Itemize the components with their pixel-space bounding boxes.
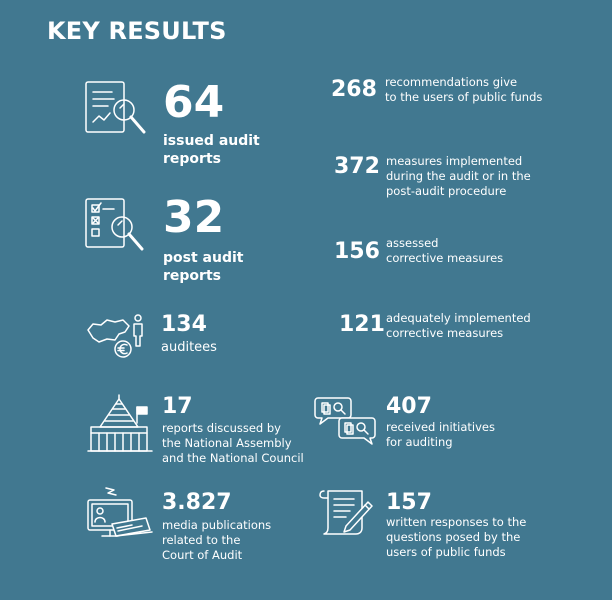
stat-value-assessed-corrective-measures: 156 — [334, 239, 380, 264]
stat-label-written-responses: written responses to the questions posed by the users of public funds — [386, 515, 527, 559]
media-publication-icon — [84, 486, 156, 544]
stat-value-post-audit-reports: 32 — [163, 192, 225, 243]
stat-label-post-audit-reports: post audit reports — [163, 250, 244, 284]
stat-label-adequately-implemented: adequately implemented corrective measures — [386, 311, 531, 340]
stat-value-reports-discussed: 17 — [162, 394, 193, 419]
parliament-building-icon — [86, 393, 158, 455]
stat-label-reports-discussed: reports discussed by the National Assembly and the National Council — [162, 421, 304, 465]
stat-label-assessed-corrective-measures: assessed corrective measures — [386, 236, 504, 265]
map-person-euro-icon — [85, 312, 151, 360]
document-magnifier-icon — [84, 80, 150, 138]
stat-label-received-initiatives: received initiatives for auditing — [386, 420, 495, 449]
stat-value-auditees: 134 — [161, 312, 207, 337]
stat-value-written-responses: 157 — [386, 490, 432, 515]
stat-label-auditees: auditees — [161, 340, 217, 355]
letter-pen-icon — [318, 488, 378, 538]
stat-value-received-initiatives: 407 — [386, 394, 432, 419]
stat-value-adequately-implemented: 121 — [339, 312, 385, 337]
stat-label-recommendations: recommendations give to the users of public funds — [385, 75, 543, 104]
stat-label-measures-implemented: measures implemented during the audit or in the post-audit procedure — [386, 154, 531, 198]
stat-value-issued-audit-reports: 64 — [163, 77, 225, 128]
stat-value-recommendations: 268 — [331, 77, 377, 102]
stat-label-media-publications: media publications related to the Court of Audit — [162, 518, 272, 562]
checklist-magnifier-icon — [84, 197, 150, 255]
stat-label-issued-audit-reports: issued audit reports — [163, 133, 260, 167]
stat-value-media-publications: 3.827 — [162, 490, 232, 515]
stat-value-measures-implemented: 372 — [334, 154, 380, 179]
speech-bubbles-icon — [314, 394, 380, 446]
page-title: KEY RESULTS — [47, 17, 227, 45]
